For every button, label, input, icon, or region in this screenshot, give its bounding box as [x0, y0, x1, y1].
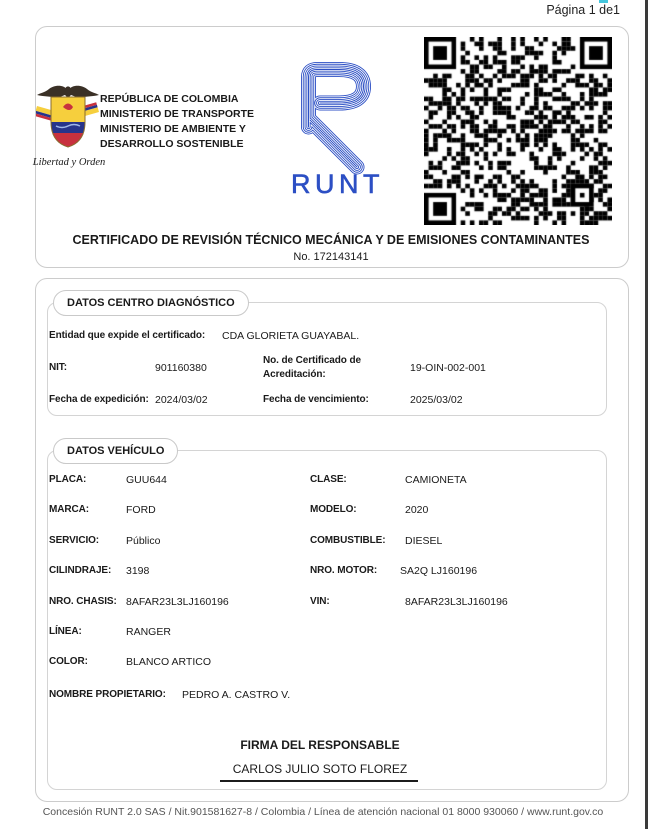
render-artifact [599, 0, 608, 3]
fecha-vencimiento-label: Fecha de vencimiento: [263, 394, 369, 405]
coat-of-arms-motto: Libertad y Orden [32, 157, 106, 168]
fecha-expedicion-value: 2024/03/02 [155, 394, 208, 406]
colombia-coat-of-arms-icon [36, 84, 100, 158]
color-value: BLANCO ARTICO [126, 656, 211, 668]
clase-value: CAMIONETA [405, 474, 467, 486]
nit-value: 901160380 [155, 362, 207, 374]
servicio-label: SERVICIO: [49, 535, 100, 546]
ministry-line-4: DESARROLLO SOSTENIBLE [100, 138, 244, 150]
nro-motor-label: NRO. MOTOR: [310, 565, 378, 576]
entidad-value: CDA GLORIETA GUAYABAL. [222, 330, 360, 342]
propietario-label: NOMBRE PROPIETARIO: [49, 689, 166, 700]
vin-value: 8AFAR23L3LJ160196 [405, 596, 508, 608]
ministry-line-3: MINISTERIO DE AMBIENTE Y [100, 123, 246, 135]
centro-diagnostico-section-title: DATOS CENTRO DIAGNÓSTICO [53, 290, 249, 316]
qr-code [424, 37, 612, 225]
linea-value: RANGER [126, 626, 171, 638]
linea-label: LÍNEA: [49, 626, 82, 637]
ministry-line-2: MINISTERIO DE TRANSPORTE [100, 108, 255, 120]
modelo-value: 2020 [405, 504, 429, 516]
runt-logo-icon [294, 57, 378, 175]
cilindraje-value: 3198 [126, 565, 150, 577]
placa-label: PLACA: [49, 474, 87, 485]
color-label: COLOR: [49, 656, 88, 667]
acreditacion-label: No. de Certificado de Acreditación: [263, 355, 361, 380]
certificate-title: CERTIFICADO DE REVISIÓN TÉCNICO MECÁNICA Y DE EMISIONES CONTAMINANTES [72, 233, 590, 247]
combustible-value: DIESEL [405, 535, 443, 547]
acreditacion-value: 19-OIN-002-001 [410, 362, 486, 374]
combustible-label: COMBUSTIBLE: [310, 535, 386, 546]
page-edge-rule [645, 0, 648, 829]
marca-value: FORD [126, 504, 156, 516]
nro-motor-value: SA2Q LJ160196 [400, 565, 478, 577]
page-number-label: Página 1 de1 [546, 3, 620, 17]
fecha-expedicion-label: Fecha de expedición: [49, 394, 149, 405]
servicio-value: Público [126, 535, 161, 547]
footer-text: Concesión RUNT 2.0 SAS / Nit.901581627-8 / Colombia / Línea de atención nacional 01 8000 930060 / www.runt.gov.co [42, 806, 604, 818]
ministry-line-1: REPÚBLICA DE COLOMBIA [100, 93, 239, 105]
vehiculo-section-title: DATOS VEHÍCULO [53, 438, 178, 464]
runt-wordmark: RUNT [291, 169, 384, 199]
entidad-label: Entidad que expide el certificado: [49, 330, 206, 341]
nro-chasis-value: 8AFAR23L3LJ160196 [126, 596, 229, 608]
nit-label: NIT: [49, 362, 67, 373]
firma-label: FIRMA DEL RESPONSABLE [240, 738, 400, 752]
placa-value: GUU644 [126, 474, 167, 486]
propietario-value: PEDRO A. CASTRO V. [182, 689, 291, 701]
marca-label: MARCA: [49, 504, 89, 515]
firma-name: CARLOS JULIO SOTO FLOREZ [232, 762, 408, 776]
certificate-number: No. 172143141 [293, 251, 369, 263]
vin-label: VIN: [310, 596, 330, 607]
clase-label: CLASE: [310, 474, 347, 485]
nro-chasis-label: NRO. CHASIS: [49, 596, 117, 607]
signature-line [220, 780, 418, 782]
fecha-vencimiento-value: 2025/03/02 [410, 394, 463, 406]
ministry-text [100, 92, 254, 152]
cilindraje-label: CILINDRAJE: [49, 565, 112, 576]
modelo-label: MODELO: [310, 504, 357, 515]
